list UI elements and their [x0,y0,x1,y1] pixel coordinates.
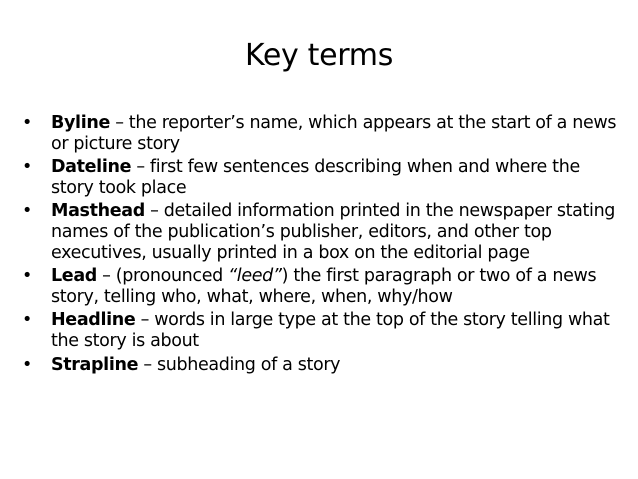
pronunciation: “leed” [228,266,282,287]
list-item-lead [22,266,622,307]
bullet-icon: • [22,354,32,375]
bullet-icon: • [22,157,32,178]
term-definition: – detailed information printed in the newspaper stating names of the publication’s publisher, editors, and other top executives, usually printed in a box on the editorial page [51,201,616,263]
term-name: Lead [51,266,97,287]
bullet-icon: • [22,310,32,331]
list-item-strapline [22,355,622,376]
slide-title: Key terms [244,38,394,73]
bullet-icon: • [22,113,32,133]
term-definition: – first few sentences describing when and where the story took place [51,157,580,198]
list-item-dateline [22,157,622,198]
term-name: Dateline [51,157,132,178]
list-item-headline [22,310,622,351]
list-item-byline [22,113,622,154]
bullet-icon: • [22,201,32,222]
term-definition: – the reporter’s name, which appears at the start of a news or picture story [51,113,617,154]
term-definition: – subheading of a story [138,354,341,375]
key-terms-list [22,113,622,378]
term-definition-start: – (pronounced [96,266,229,287]
list-item-masthead [22,201,622,263]
term-name: Byline [51,113,110,133]
term-name: Headline [51,310,136,331]
term-definition-end: ) the first paragraph or two of a news story, telling who, what, where, when, why/how [51,266,597,307]
term-definition: – words in large type at the top of the story telling what the story is about [51,310,610,351]
term-name: Strapline [51,354,139,375]
bullet-icon: • [22,266,32,287]
term-name: Masthead [51,201,145,222]
